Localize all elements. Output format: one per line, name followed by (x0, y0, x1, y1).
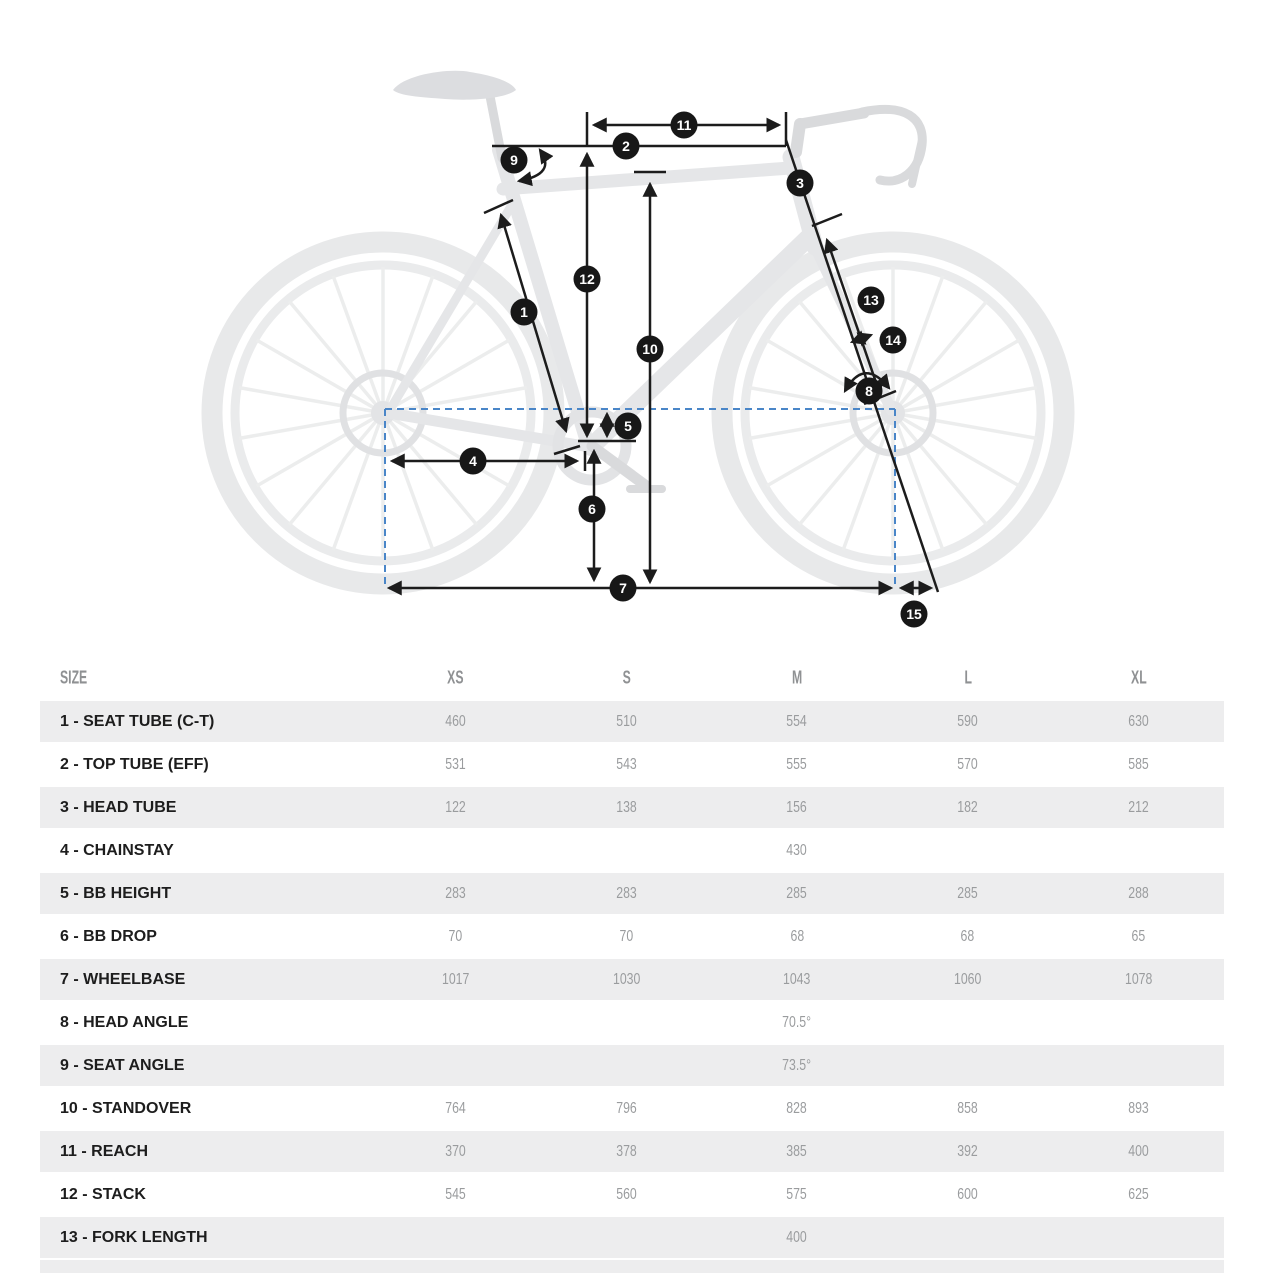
column-header-m: M (791, 667, 803, 688)
cell (370, 1014, 541, 1031)
svg-text:12: 12 (579, 271, 595, 287)
column-header-l: L (964, 667, 972, 688)
row-head-tube (40, 787, 1224, 830)
callout-1 (511, 299, 538, 326)
row-label: 6 - BB DROP (60, 927, 157, 945)
row-seat-angle (40, 1045, 1224, 1088)
cell: 575 (786, 1185, 808, 1204)
cell (541, 1014, 712, 1031)
svg-text:15: 15 (906, 606, 922, 622)
cell: 70.5° (782, 1013, 812, 1032)
callout-14 (880, 327, 907, 354)
row-bb-height (40, 873, 1224, 916)
cell (370, 842, 541, 859)
callout-9 (501, 147, 528, 174)
callout-11 (671, 112, 698, 139)
cell (541, 1057, 712, 1074)
svg-text:13: 13 (863, 292, 879, 308)
cell: 370 (445, 1142, 466, 1161)
cell: 400 (1128, 1142, 1149, 1161)
cell: 630 (1128, 712, 1149, 731)
cell: 600 (957, 1185, 979, 1204)
svg-text:10: 10 (642, 341, 658, 357)
svg-text:9: 9 (510, 152, 518, 168)
row-label: 7 - WHEELBASE (60, 970, 186, 988)
row-chainstay (40, 830, 1224, 873)
cell: 288 (1128, 884, 1149, 903)
row-top-tube (40, 744, 1224, 787)
cell: 555 (786, 755, 808, 774)
next-row-partial (40, 1260, 1224, 1273)
cell: 400 (786, 1228, 808, 1247)
geometry-table (40, 655, 1224, 1273)
cell (370, 1229, 541, 1246)
svg-text:4: 4 (469, 453, 477, 469)
crankset (558, 412, 662, 489)
callout-3 (787, 170, 814, 197)
cell: 1060 (954, 970, 982, 989)
callout-10 (637, 336, 664, 363)
svg-text:1: 1 (520, 304, 528, 320)
cell: 385 (786, 1142, 808, 1161)
cell (1053, 1229, 1224, 1246)
callout-4 (460, 448, 487, 475)
callout-6 (579, 496, 606, 523)
svg-text:6: 6 (588, 501, 596, 517)
cell: 531 (445, 755, 466, 774)
cell: 1043 (783, 970, 811, 989)
cell: 585 (1128, 755, 1149, 774)
cell (882, 1014, 1053, 1031)
row-stack (40, 1174, 1224, 1217)
cell: 570 (957, 755, 979, 774)
row-label: 5 - BB HEIGHT (60, 884, 172, 902)
cell: 764 (445, 1099, 466, 1118)
cell: 554 (786, 712, 808, 731)
svg-text:2: 2 (622, 138, 630, 154)
frame (388, 150, 891, 447)
cell (370, 1057, 541, 1074)
cell: 590 (957, 712, 979, 731)
svg-text:8: 8 (865, 383, 873, 399)
callout-8 (856, 378, 883, 405)
svg-text:11: 11 (676, 117, 692, 133)
cell: 858 (957, 1099, 979, 1118)
cell: 378 (615, 1142, 637, 1161)
cell (541, 842, 712, 859)
row-head-angle (40, 1002, 1224, 1045)
row-bb-drop (40, 916, 1224, 959)
cell: 70 (448, 927, 463, 946)
callout-13 (858, 287, 885, 314)
cell (882, 1229, 1053, 1246)
cell (882, 842, 1053, 859)
row-label: 3 - HEAD TUBE (60, 798, 177, 816)
cell (1053, 1014, 1224, 1031)
cell: 893 (1128, 1099, 1149, 1118)
row-label: 10 - STANDOVER (60, 1099, 192, 1117)
row-reach (40, 1131, 1224, 1174)
column-header-xl: XL (1130, 667, 1147, 688)
cell: 560 (615, 1185, 637, 1204)
cell: 796 (615, 1099, 637, 1118)
column-header-s: S (622, 667, 631, 688)
row-fork-length (40, 1217, 1224, 1260)
cell (1053, 1057, 1224, 1074)
table-header-row (40, 655, 1224, 701)
row-label: 13 - FORK LENGTH (60, 1228, 208, 1246)
row-label: 4 - CHAINSTAY (60, 841, 174, 859)
row-seat-tube (40, 701, 1224, 744)
cell: 68 (960, 927, 975, 946)
cell: 1030 (612, 970, 640, 989)
callout-7 (610, 575, 637, 602)
cell: 392 (957, 1142, 979, 1161)
cell: 283 (615, 884, 637, 903)
cell: 285 (786, 884, 808, 903)
row-wheelbase (40, 959, 1224, 1002)
cell (1053, 842, 1224, 859)
row-label: 2 - TOP TUBE (EFF) (60, 755, 209, 773)
row-label: 1 - SEAT TUBE (C-T) (60, 712, 215, 730)
cell: 122 (445, 798, 466, 817)
column-header-size: SIZE (60, 667, 88, 688)
cell: 73.5° (782, 1056, 812, 1075)
cell: 156 (786, 798, 808, 817)
cell (541, 1229, 712, 1246)
cell: 285 (957, 884, 979, 903)
row-standover (40, 1088, 1224, 1131)
cell: 543 (615, 755, 637, 774)
cell: 460 (445, 712, 466, 731)
cell: 430 (786, 841, 808, 860)
cell: 828 (786, 1099, 808, 1118)
callout-15 (901, 601, 928, 628)
cell: 545 (445, 1185, 466, 1204)
cell: 70 (619, 927, 634, 946)
cell: 212 (1128, 798, 1149, 817)
cell: 68 (790, 927, 804, 946)
row-label: 12 - STACK (60, 1185, 146, 1203)
svg-text:3: 3 (796, 175, 804, 191)
cell: 510 (615, 712, 637, 731)
row-label: 9 - SEAT ANGLE (60, 1056, 185, 1074)
svg-text:7: 7 (619, 580, 627, 596)
cell: 283 (445, 884, 466, 903)
cell: 1078 (1124, 970, 1153, 989)
cell: 182 (957, 798, 979, 817)
row-label: 11 - REACH (60, 1142, 149, 1160)
callout-2 (613, 133, 640, 160)
cell: 65 (1131, 927, 1146, 946)
cell: 625 (1128, 1185, 1149, 1204)
cell (882, 1057, 1053, 1074)
svg-text:14: 14 (885, 332, 901, 348)
cell: 138 (615, 798, 637, 817)
column-header-xs: XS (447, 667, 464, 688)
callout-12 (574, 266, 601, 293)
svg-text:5: 5 (624, 418, 632, 434)
handlebar (796, 109, 922, 184)
callout-5 (615, 413, 642, 440)
cell: 1017 (441, 970, 470, 989)
row-label: 8 - HEAD ANGLE (60, 1013, 189, 1031)
